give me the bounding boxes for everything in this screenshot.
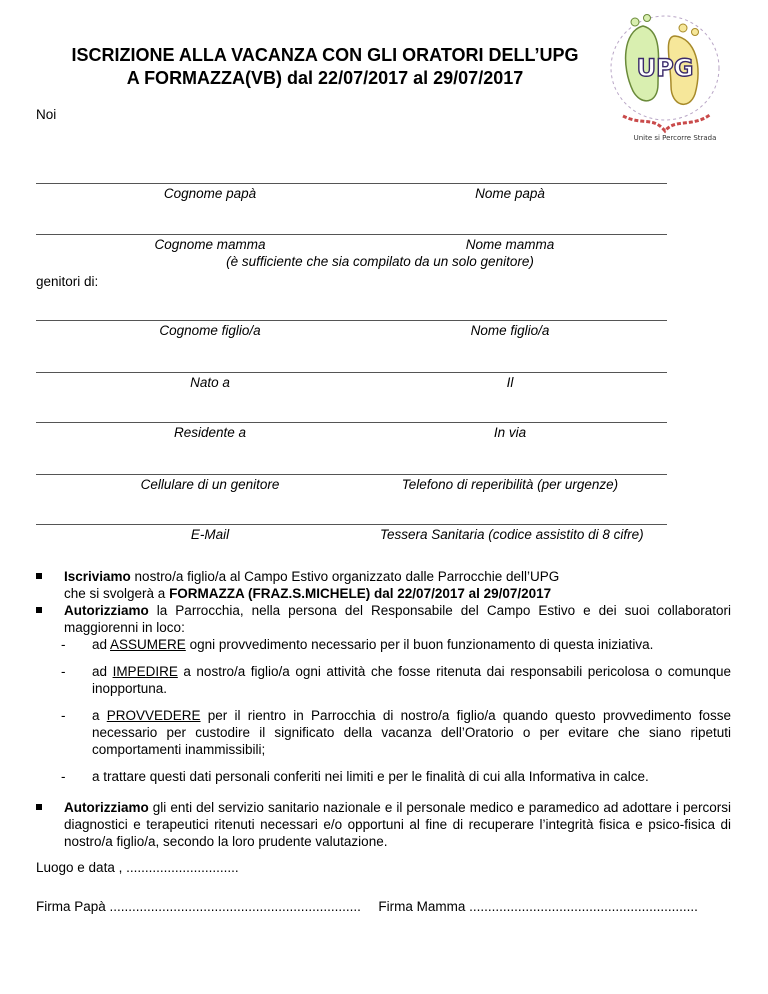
firma-papa-field[interactable]: Firma Papà ................................................................... [36,899,361,914]
luogo-data-field[interactable]: Luogo e data , .............................. [36,860,239,875]
nome-papa-label: Nome papà [475,186,545,201]
residente-a-label: Residente a [173,425,247,440]
bullet-autorizziamo-sanitario: Autorizziamo gli enti del servizio sanitario nazionale e il personale medico e paramedico ad adottare i percorsi diagnostici e terapeutici ritenuti necessari e/o opportuni al fine di recuperare l’integrità fisica e psico-fisica di nostro/a figlio/a, secondo la loro prudente valutazione. [36,799,731,850]
field-line-telefoni[interactable] [36,474,667,475]
field-line-email[interactable] [36,524,667,525]
data-nascita-label: Il [506,375,514,390]
bullet-square-icon [36,607,42,613]
field-line-mamma[interactable] [36,234,667,235]
upg-logo [603,6,728,156]
cognome-figlio-label: Cognome figlio/a [159,323,261,338]
field-line-figlio[interactable] [36,320,667,321]
genitori-di-label: genitori di: [36,274,99,289]
sub-item-assumere: - ad ASSUMERE ogni provvedimento necessario per il buon funzionamento di questa iniziativa. [61,637,654,652]
noi-label: Noi [36,107,57,122]
firma-mamma-field[interactable]: Firma Mamma ............................................................. [378,899,698,914]
cognome-mamma-label: Cognome mamma [154,237,266,252]
nome-mamma-label: Nome mamma [465,237,555,252]
bullet-square-icon [36,573,42,579]
bullet-square-icon [36,804,42,810]
cellulare-label: Cellulare di un genitore [140,477,280,492]
title-line-1: ISCRIZIONE ALLA VACANZA CON GLI ORATORI DELL’UPG [71,45,579,65]
authorization-section [36,568,731,850]
logo-caption: Unite si Percorre Strada [633,134,717,142]
logo-text: UPG [636,54,694,82]
nota-genitore: (è sufficiente che sia compilato da un solo genitore) [226,254,534,269]
document-title [60,44,590,90]
sub-item-impedire: - ad IMPEDIRE a nostro/a figlio/a ogni attività che fosse ritenuta dai responsabili pericolosa o comunque inopportuna. [61,664,731,696]
sub-item-provvedere: - a PROVVEDERE per il rientro in Parrocchia di nostro/a figlio/a quando questo provvedimento fosse necessario per custodire il significato della vacanza dell’Oratorio o per evitare che siano ripetuti comportamenti inammissibili; [61,708,731,757]
cognome-papa-label: Cognome papà [163,186,257,201]
sub-item-dati-personali: - a trattare questi dati personali conferiti nei limiti e per le finalità di cui alla Informativa in calce. [61,769,649,784]
field-line-nascita[interactable] [36,372,667,373]
field-line-residenza[interactable] [36,422,667,423]
email-label: E-Mail [190,527,230,542]
nome-figlio-label: Nome figlio/a [470,323,550,338]
bullet-iscriviamo: Iscriviamo nostro/a figlio/a al Campo Estivo organizzato dalle Parrocchie dell’UPG che si svolgerà a FORMAZZA (FRAZ.S.MICHELE) dal 22/07/2017 al 29/07/2017 [36,568,731,602]
title-line-2: A FORMAZZA(VB) dal 22/07/2017 al 29/07/2017 [126,68,524,88]
in-via-label: In via [493,425,527,440]
tessera-sanitaria-label: Tessera Sanitaria (codice assistito di 8 cifre) [380,527,644,542]
signatures [36,899,698,914]
field-line-papa[interactable] [36,183,667,184]
telefono-urgenze-label: Telefono di reperibilità (per urgenze) [401,477,619,492]
nato-a-label: Nato a [190,375,230,390]
bullet-autorizziamo-parrocchia: Autorizziamo la Parrocchia, nella persona del Responsabile del Campo Estivo e dei suoi collaboratori maggiorenni in loco: [36,602,731,636]
